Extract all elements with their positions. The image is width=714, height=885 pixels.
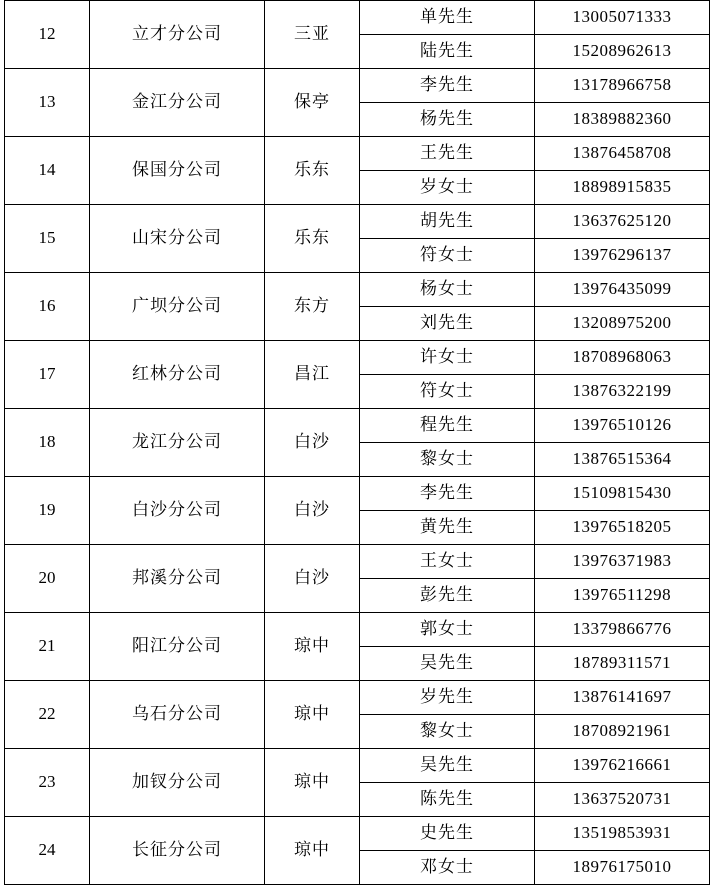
contact-phone-cell: 13379866776 bbox=[535, 613, 710, 647]
contact-phone-cell: 13976371983 bbox=[535, 545, 710, 579]
contact-person-cell: 程先生 bbox=[360, 409, 535, 443]
contact-phone-cell: 13208975200 bbox=[535, 307, 710, 341]
company-name-cell: 阳江分公司 bbox=[90, 613, 265, 681]
table-row bbox=[5, 817, 710, 851]
table-row bbox=[5, 477, 710, 511]
row-index-cell: 21 bbox=[5, 613, 90, 681]
contact-phone-cell: 18708968063 bbox=[535, 341, 710, 375]
contact-person-cell: 郭女士 bbox=[360, 613, 535, 647]
company-name-cell: 长征分公司 bbox=[90, 817, 265, 885]
row-index-cell: 16 bbox=[5, 273, 90, 341]
area-cell: 乐东 bbox=[265, 137, 360, 205]
row-index-cell: 13 bbox=[5, 69, 90, 137]
area-cell: 昌江 bbox=[265, 341, 360, 409]
table-row bbox=[5, 409, 710, 443]
contact-phone-cell: 13976435099 bbox=[535, 273, 710, 307]
contact-person-cell: 胡先生 bbox=[360, 205, 535, 239]
contact-phone-cell: 13976510126 bbox=[535, 409, 710, 443]
contact-phone-cell: 13976296137 bbox=[535, 239, 710, 273]
table-row bbox=[5, 137, 710, 171]
table-row bbox=[5, 681, 710, 715]
contact-phone-cell: 15109815430 bbox=[535, 477, 710, 511]
company-name-cell: 金江分公司 bbox=[90, 69, 265, 137]
table-row bbox=[5, 341, 710, 375]
contact-person-cell: 刘先生 bbox=[360, 307, 535, 341]
contact-person-cell: 黎女士 bbox=[360, 443, 535, 477]
contact-person-cell: 符女士 bbox=[360, 239, 535, 273]
row-index-cell: 17 bbox=[5, 341, 90, 409]
table-body bbox=[5, 1, 710, 885]
contact-person-cell: 吴先生 bbox=[360, 647, 535, 681]
area-cell: 乐东 bbox=[265, 205, 360, 273]
company-name-cell: 广坝分公司 bbox=[90, 273, 265, 341]
contact-person-cell: 符女士 bbox=[360, 375, 535, 409]
contact-person-cell: 许女士 bbox=[360, 341, 535, 375]
contact-person-cell: 岁女士 bbox=[360, 171, 535, 205]
contact-person-cell: 黄先生 bbox=[360, 511, 535, 545]
company-name-cell: 龙江分公司 bbox=[90, 409, 265, 477]
contact-person-cell: 陈先生 bbox=[360, 783, 535, 817]
area-cell: 保亭 bbox=[265, 69, 360, 137]
company-name-cell: 立才分公司 bbox=[90, 1, 265, 69]
contact-person-cell: 李先生 bbox=[360, 69, 535, 103]
area-cell: 三亚 bbox=[265, 1, 360, 69]
contact-phone-cell: 18389882360 bbox=[535, 103, 710, 137]
company-name-cell: 山宋分公司 bbox=[90, 205, 265, 273]
area-cell: 白沙 bbox=[265, 477, 360, 545]
contact-person-cell: 王先生 bbox=[360, 137, 535, 171]
contact-phone-cell: 18789311571 bbox=[535, 647, 710, 681]
contact-person-cell: 吴先生 bbox=[360, 749, 535, 783]
contact-phone-cell: 15208962613 bbox=[535, 35, 710, 69]
row-index-cell: 18 bbox=[5, 409, 90, 477]
company-name-cell: 白沙分公司 bbox=[90, 477, 265, 545]
contact-person-cell: 单先生 bbox=[360, 1, 535, 35]
area-cell: 白沙 bbox=[265, 545, 360, 613]
table-row bbox=[5, 273, 710, 307]
table-row bbox=[5, 749, 710, 783]
company-name-cell: 保国分公司 bbox=[90, 137, 265, 205]
row-index-cell: 24 bbox=[5, 817, 90, 885]
contact-phone-cell: 13876515364 bbox=[535, 443, 710, 477]
contact-person-cell: 王女士 bbox=[360, 545, 535, 579]
branch-contact-table bbox=[4, 0, 710, 885]
company-name-cell: 邦溪分公司 bbox=[90, 545, 265, 613]
table-row bbox=[5, 1, 710, 35]
contact-person-cell: 陆先生 bbox=[360, 35, 535, 69]
contact-phone-cell: 13876458708 bbox=[535, 137, 710, 171]
area-cell: 东方 bbox=[265, 273, 360, 341]
contact-person-cell: 岁先生 bbox=[360, 681, 535, 715]
row-index-cell: 22 bbox=[5, 681, 90, 749]
contact-phone-cell: 13976511298 bbox=[535, 579, 710, 613]
contact-phone-cell: 13519853931 bbox=[535, 817, 710, 851]
row-index-cell: 19 bbox=[5, 477, 90, 545]
area-cell: 琼中 bbox=[265, 817, 360, 885]
contact-person-cell: 杨女士 bbox=[360, 273, 535, 307]
table-row bbox=[5, 205, 710, 239]
company-name-cell: 加钗分公司 bbox=[90, 749, 265, 817]
row-index-cell: 12 bbox=[5, 1, 90, 69]
contact-phone-cell: 18708921961 bbox=[535, 715, 710, 749]
contact-phone-cell: 13976518205 bbox=[535, 511, 710, 545]
table-row bbox=[5, 69, 710, 103]
contact-phone-cell: 13005071333 bbox=[535, 1, 710, 35]
contact-person-cell: 彭先生 bbox=[360, 579, 535, 613]
contact-phone-cell: 13637625120 bbox=[535, 205, 710, 239]
row-index-cell: 15 bbox=[5, 205, 90, 273]
row-index-cell: 23 bbox=[5, 749, 90, 817]
contact-person-cell: 邓女士 bbox=[360, 851, 535, 885]
company-name-cell: 乌石分公司 bbox=[90, 681, 265, 749]
contact-phone-cell: 13178966758 bbox=[535, 69, 710, 103]
company-name-cell: 红林分公司 bbox=[90, 341, 265, 409]
area-cell: 白沙 bbox=[265, 409, 360, 477]
table-row bbox=[5, 613, 710, 647]
contact-phone-cell: 13876141697 bbox=[535, 681, 710, 715]
contact-phone-cell: 18976175010 bbox=[535, 851, 710, 885]
area-cell: 琼中 bbox=[265, 613, 360, 681]
row-index-cell: 14 bbox=[5, 137, 90, 205]
contact-phone-cell: 13637520731 bbox=[535, 783, 710, 817]
contact-person-cell: 杨先生 bbox=[360, 103, 535, 137]
area-cell: 琼中 bbox=[265, 749, 360, 817]
area-cell: 琼中 bbox=[265, 681, 360, 749]
row-index-cell: 20 bbox=[5, 545, 90, 613]
contact-person-cell: 黎女士 bbox=[360, 715, 535, 749]
contact-phone-cell: 13876322199 bbox=[535, 375, 710, 409]
contact-phone-cell: 18898915835 bbox=[535, 171, 710, 205]
contact-person-cell: 李先生 bbox=[360, 477, 535, 511]
contact-person-cell: 史先生 bbox=[360, 817, 535, 851]
contact-phone-cell: 13976216661 bbox=[535, 749, 710, 783]
table-row bbox=[5, 545, 710, 579]
